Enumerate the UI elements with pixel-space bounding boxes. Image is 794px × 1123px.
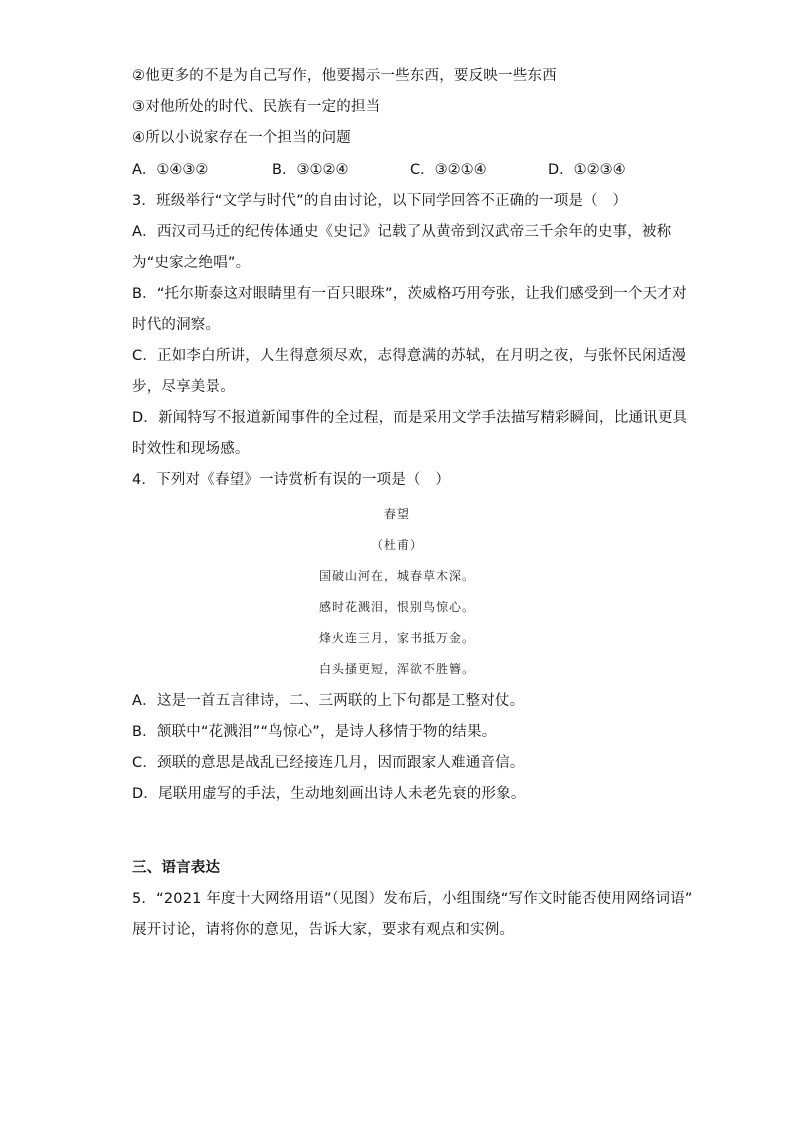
q2-option-c: C．③②①④ xyxy=(410,162,487,178)
poem-title: 春望 xyxy=(383,507,410,521)
poem-line: 烽火连三月，家书抵万金。 xyxy=(318,631,475,645)
q2-options xyxy=(132,160,672,180)
q3-option-b-cont: 时代的洞察。 xyxy=(132,317,221,333)
section-heading: 三、语言表达 xyxy=(132,860,221,876)
q3-option-a: A．西汉司马迁的纪传体通史《史记》记载了从黄帝到汉武帝三千余年的史事，被称 xyxy=(132,224,672,240)
q4-stem: 4．下列对《春望》一诗赏析有误的一项是（ ） xyxy=(132,472,451,488)
poem-author: （杜甫） xyxy=(370,538,423,552)
q4-option-b: B．颔联中“花溅泪”“鸟惊心”，是诗人移情于物的结果。 xyxy=(132,724,497,740)
q3-option-b: B．“托尔斯泰这对眼睛里有一百只眼珠”，茨威格巧用夸张，让我们感受到一个天才对 xyxy=(132,286,687,302)
q3-option-d-cont: 时效性和现场感。 xyxy=(132,441,250,457)
q2-item-4: ④所以小说家存在一个担当的问题 xyxy=(132,130,351,146)
q4-option-c: C．颈联的意思是战乱已经接连几月，因而跟家人难通音信。 xyxy=(132,755,525,771)
q3-option-c-cont: 步，尽享美景。 xyxy=(132,379,235,395)
q3-option-d: D．新闻特写不报道新闻事件的全过程，而是采用文学手法描写精彩瞬间，比通讯更具 xyxy=(132,410,688,426)
q3-option-c: C．正如李白所讲，人生得意须尽欢，志得意满的苏轼，在月明之夜，与张怀民闲适漫 xyxy=(132,348,687,364)
poem-line: 感时花溅泪，恨别鸟惊心。 xyxy=(318,600,475,614)
poem-line: 白头搔更短，浑欲不胜簪。 xyxy=(318,662,475,676)
poem-line: 国破山河在，城春草木深。 xyxy=(318,569,475,583)
q3-option-a-cont: 为“史家之绝唱”。 xyxy=(132,255,251,271)
q2-option-a: A．①④③② xyxy=(132,162,209,178)
q4-option-d: D．尾联用虚写的手法，生动地刻画出诗人未老先衰的形象。 xyxy=(132,786,526,802)
q2-option-d: D．①②③④ xyxy=(548,162,626,178)
q5-stem: 5．“2021 年度十大网络用语”（见图）发布后，小组围绕“写作文时能否使用网络词语” xyxy=(132,891,693,907)
q2-item-3: ③对他所处的时代、民族有一定的担当 xyxy=(132,99,381,115)
q2-item-2: ②他更多的不是为自己写作，他要揭示一些东西，要反映一些东西 xyxy=(132,68,557,84)
q5-stem-cont: 展开讨论，请将你的意见，告诉大家，要求有观点和实例。 xyxy=(132,922,515,938)
q3-stem: 3．班级举行“文学与时代”的自由讨论，以下同学回答不正确的一项是（ ） xyxy=(132,193,628,209)
q2-option-b: B．③①②④ xyxy=(272,162,349,178)
q4-option-a: A．这是一首五言律诗，二、三两联的上下句都是工整对仗。 xyxy=(132,693,525,709)
